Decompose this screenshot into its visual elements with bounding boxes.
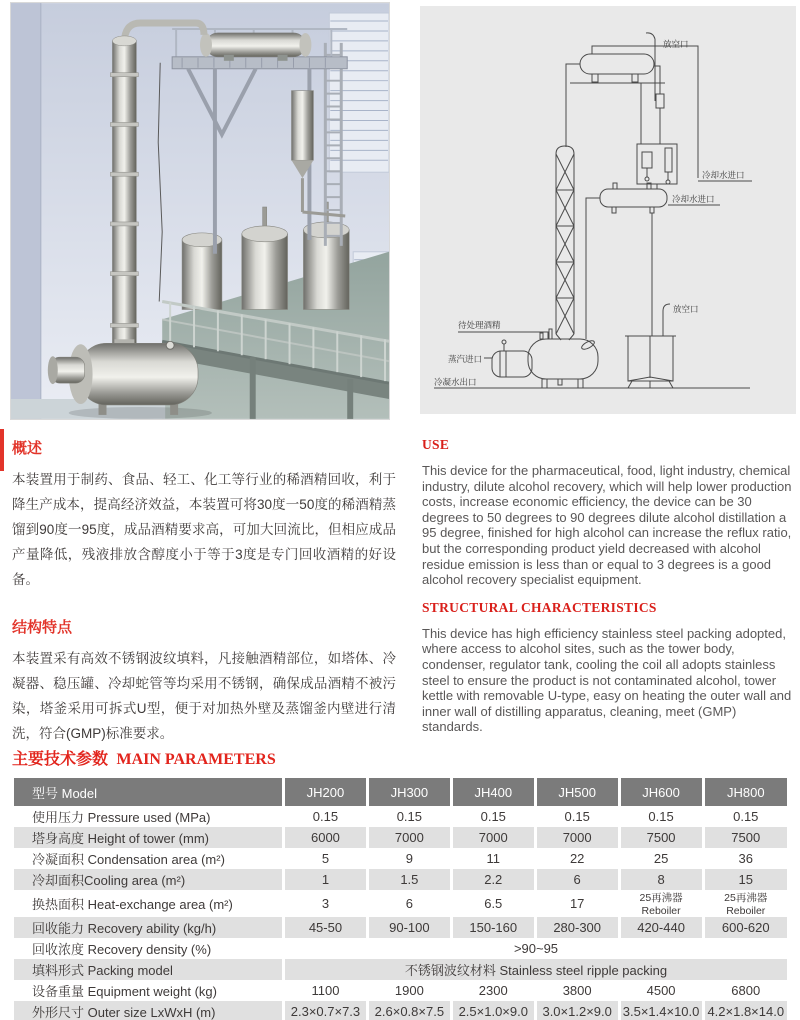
table-row	[14, 869, 787, 890]
vent-pipe-right	[663, 304, 670, 336]
table-cell: 8	[619, 869, 703, 890]
table-cell: 3.5×1.4×10.0	[619, 1001, 703, 1020]
table-cell: 25再沸器 Reboiler	[703, 890, 787, 917]
diagram-label-vent-top: 放空口	[663, 39, 689, 49]
cooler-symbol	[600, 189, 667, 207]
table-cell: 0.15	[703, 806, 787, 827]
use-heading: USE	[422, 437, 450, 452]
table-cell: 280-300	[535, 917, 619, 938]
column-header-jh800: JH800	[703, 778, 787, 806]
equipment-photo	[10, 2, 390, 420]
table-cell: 0.15	[367, 806, 451, 827]
table-cell: 7000	[535, 827, 619, 848]
table-cell: 7500	[619, 827, 703, 848]
diagram-label-steam-inlet: 蒸汽进口	[448, 354, 483, 364]
table-cell: 3	[284, 890, 368, 917]
table-title-en: MAIN PARAMETERS	[116, 751, 276, 768]
table-cell: 45-50	[284, 917, 368, 938]
table-cell: 3.0×1.2×9.0	[535, 1001, 619, 1020]
steam-heater-symbol	[492, 351, 532, 377]
table-cell: 17	[535, 890, 619, 917]
row-label: 冷却面积Cooling area (m²)	[32, 873, 186, 888]
chinese-text-column	[12, 437, 396, 770]
table-title-cn: 主要技术参数	[12, 751, 109, 768]
condenser-symbol	[580, 54, 654, 74]
table-row	[14, 959, 787, 980]
table-cell: 1900	[367, 980, 451, 1001]
tank-symbol	[625, 336, 676, 388]
table-cell: 25	[619, 848, 703, 869]
structure-heading: 结构特点	[12, 619, 73, 636]
column-header-model: 型号 Model	[14, 778, 284, 806]
equipment-photo-illustration	[11, 3, 389, 419]
table-cell: 22	[535, 848, 619, 869]
table-cell: 1.5	[367, 869, 451, 890]
diagram-label-feed: 待处理酒精	[458, 320, 501, 330]
condenser-vessel	[200, 33, 311, 61]
table-cell: 420-440	[619, 917, 703, 938]
parameters-table	[14, 778, 787, 1020]
row-label: 塔身高度 Height of tower (mm)	[32, 831, 209, 846]
diagram-label-cooling-water-2: 冷却水进口	[672, 194, 715, 204]
table-cell: 4.2×1.8×14.0	[703, 1001, 787, 1020]
parameters-table-body	[14, 806, 787, 1020]
table-cell: 25再沸器 Reboiler	[619, 890, 703, 917]
row-label: 设备重量 Equipment weight (kg)	[32, 984, 217, 999]
table-row	[14, 890, 787, 917]
table-cell: 2.3×0.7×7.3	[284, 1001, 368, 1020]
table-cell: 90-100	[367, 917, 451, 938]
table-cell: 2.5×1.0×9.0	[451, 1001, 535, 1020]
row-label: 回收浓度 Recovery density (%)	[32, 942, 212, 957]
table-cell: 7000	[451, 827, 535, 848]
diagram-label-cooling-water-1: 冷却水进口	[702, 170, 745, 180]
column-header-jh300: JH300	[367, 778, 451, 806]
table-cell: 2.6×0.8×7.5	[367, 1001, 451, 1020]
table-cell: 2.2	[451, 869, 535, 890]
table-cell: 9	[367, 848, 451, 869]
table-cell: 6800	[703, 980, 787, 1001]
table-cell-span: >90~95	[284, 938, 788, 959]
table-cell: 6	[535, 869, 619, 890]
table-cell: 7500	[703, 827, 787, 848]
table-cell: 6	[367, 890, 451, 917]
english-text-column	[422, 437, 792, 747]
table-cell-span: 不锈钢波纹材料 Stainless steel ripple packing	[284, 959, 788, 980]
process-diagram-drawing	[420, 6, 796, 414]
table-title	[12, 746, 788, 769]
table-cell: 6000	[284, 827, 368, 848]
instrument-box	[637, 144, 677, 184]
diagram-label-vent-right: 放空口	[673, 304, 699, 314]
row-label: 使用压力 Pressure used (MPa)	[32, 810, 211, 825]
table-cell: 0.15	[284, 806, 368, 827]
table-cell: 150-160	[451, 917, 535, 938]
header-row	[14, 778, 787, 806]
table-cell: 600-620	[703, 917, 787, 938]
column-header-jh200: JH200	[284, 778, 368, 806]
table-cell: 2300	[451, 980, 535, 1001]
row-label: 换热面积 Heat-exchange area (m²)	[32, 897, 233, 912]
table-row	[14, 938, 787, 959]
structural-characteristics-heading: STRUCTURAL CHARACTERISTICS	[422, 599, 657, 615]
table-cell: 6.5	[451, 890, 535, 917]
structural-characteristics-body: This device has high efficiency stainless steel packing adopted, where access to alcohol sites, such as the tower body, condenser, regulator tank, cooling the coil all adopts stainless steel to ensure the product is not contaminated alcohol, tower kettle with removable U-type, easy on heating the outer wall and inner wall of distilling apparatus, cleaning, meet (GMP) standards.	[422, 625, 792, 735]
table-cell: 0.15	[619, 806, 703, 827]
column-header-jh500: JH500	[535, 778, 619, 806]
table-cell: 5	[284, 848, 368, 869]
table-cell: 3800	[535, 980, 619, 1001]
diagram-label-condensate-outlet: 冷凝水出口	[434, 377, 477, 387]
row-label: 回收能力 Recovery ability (kg/h)	[32, 921, 217, 936]
table-row	[14, 980, 787, 1001]
table-row	[14, 848, 787, 869]
column-header-jh400: JH400	[451, 778, 535, 806]
table-cell: 1100	[284, 980, 368, 1001]
table-cell: 1	[284, 869, 368, 890]
table-row	[14, 827, 787, 848]
table-cell: 0.15	[451, 806, 535, 827]
main-parameters-section	[12, 746, 788, 1020]
page-edge-marker	[0, 429, 4, 471]
table-cell: 15	[703, 869, 787, 890]
row-label: 外形尺寸 Outer size LxWxH (m)	[32, 1005, 216, 1020]
table-row	[14, 806, 787, 827]
column-symbol	[556, 146, 574, 154]
table-cell: 0.15	[535, 806, 619, 827]
table-row	[14, 917, 787, 938]
table-cell: 36	[703, 848, 787, 869]
kettle-symbol	[528, 339, 598, 379]
row-label: 冷凝面积 Condensation area (m²)	[32, 852, 225, 867]
use-body: This device for the pharmaceutical, food, light industry, chemical industry, dilute alcohol recovery, which will help lower production costs, increase economic efficiency, the device can be 30 degrees to 50 degrees to 90 degrees dilute alcohol distillation a 95 degree, finished for high alcohol can increase the reflux ratio, but the corresponding product yield decreased with alcohol residue emission is less than or equal to 3 degrees is a good alcohol recovery specialist equipment.	[422, 463, 792, 588]
overview-heading: 概述	[12, 440, 43, 457]
table-cell: 4500	[619, 980, 703, 1001]
structure-body: 本装置采有高效不锈钢波纹填料，凡接触酒精部位，如塔体、冷凝器、稳压罐、冷却蛇管等均采用不锈钢，确保成品酒精不被污染，塔釜采用可拆式U型，便于对加热外壁及蒸馏釜内壁进行清洗，符合(GMP)标准要求。	[12, 651, 396, 741]
column-header-jh600: JH600	[619, 778, 703, 806]
process-diagram	[420, 6, 796, 414]
overview-body: 本装置用于制药、食品、轻工、化工等行业的稀酒精回收，利于降生产成本，提高经济效益，本装置可将30度一50度的稀酒精蒸馏到90度一95度，成品酒精要求高，可加大回流比，但相应成品产量降低，残液排放含醇度小于等于3度是专门回收酒精的好设备。	[12, 472, 396, 587]
table-cell: 7000	[367, 827, 451, 848]
parameters-table-head	[14, 778, 787, 806]
row-label: 填料形式 Packing model	[32, 963, 173, 978]
table-row	[14, 1001, 787, 1020]
table-cell: 11	[451, 848, 535, 869]
